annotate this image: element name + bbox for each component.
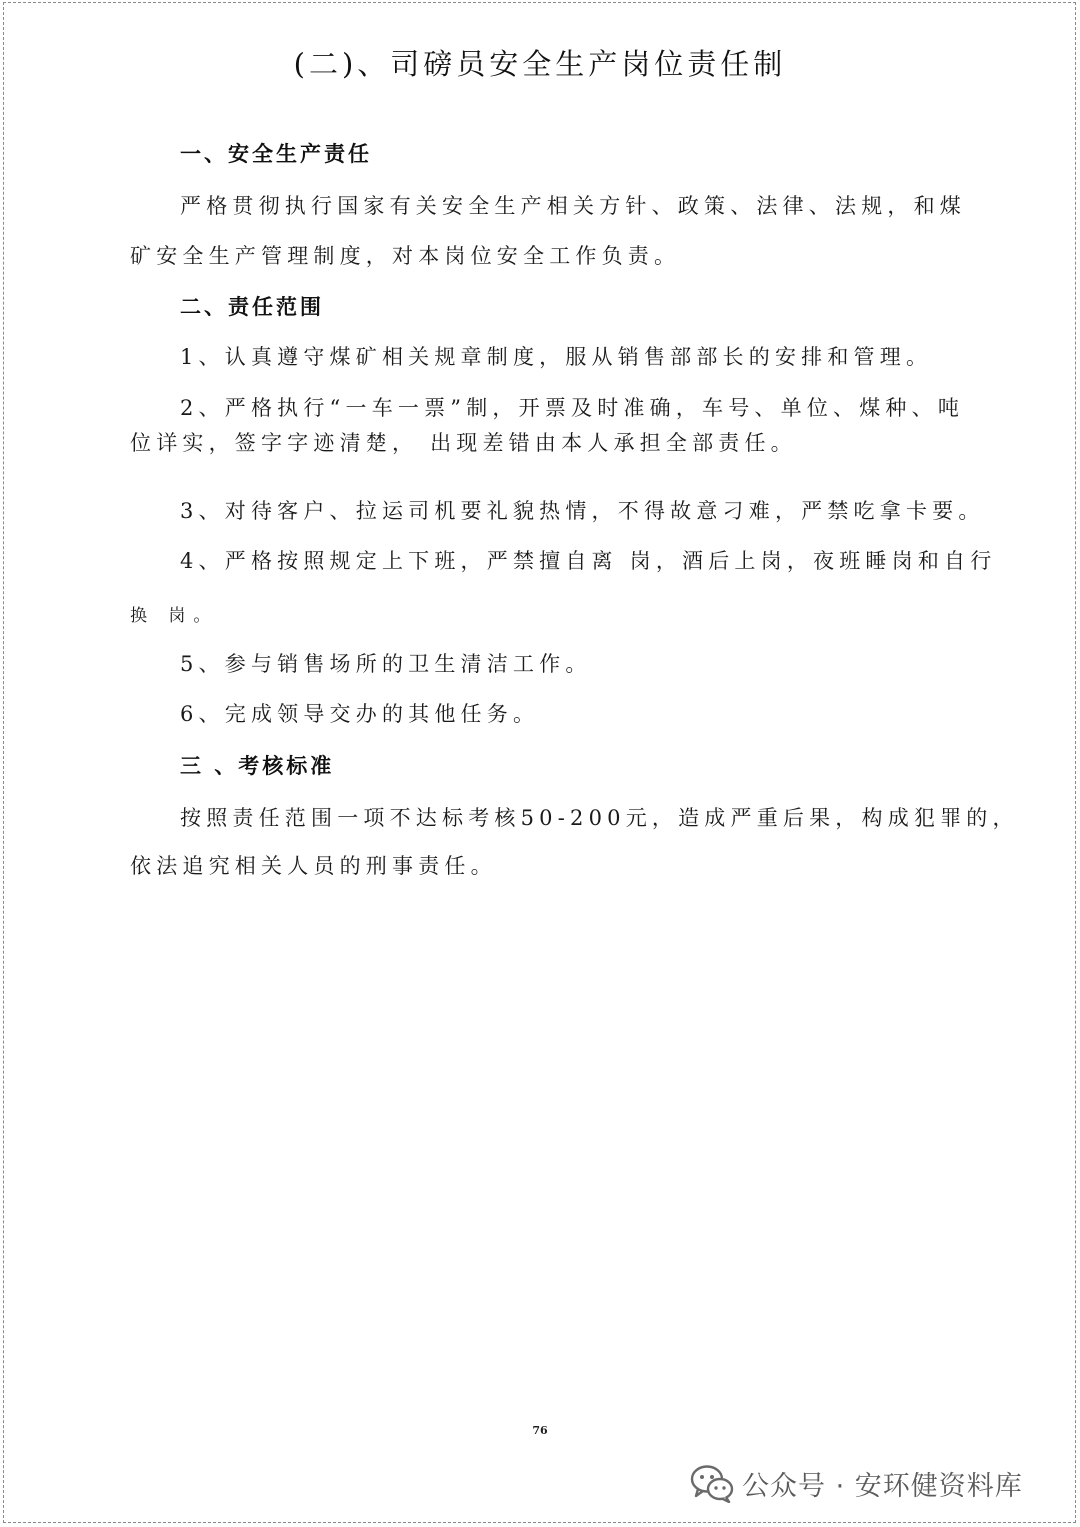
list-item: 3、对待客户、拉运司机要礼貌热情，不得故意刁难，严禁吃拿卡要。 — [180, 499, 985, 523]
section-heading-responsibility-scope: 二、责任范围 — [180, 294, 324, 319]
page-frame — [3, 2, 1076, 1523]
list-item: 4、严格按照规定上下班，严禁擅自离 岗，酒后上岗，夜班睡岗和自行 — [180, 549, 997, 573]
watermark — [690, 1458, 1023, 1508]
document-title: (二)、司磅员安全生产岗位责任制 — [293, 47, 787, 81]
list-item: 1、认真遵守煤矿相关规章制度，服从销售部部长的安排和管理。 — [180, 345, 933, 369]
list-item: 5、参与销售场所的卫生清洁工作。 — [180, 652, 592, 676]
wechat-icon — [690, 1463, 734, 1503]
paragraph-line: 矿安全生产管理制度，对本岗位安全工作负责。 — [130, 244, 681, 268]
section-heading-assessment-standard: 三 、考核标准 — [180, 753, 335, 778]
watermark-text: 公众号 · 安环健资料库 — [742, 1470, 1023, 1502]
list-item-continuation: 换 岗。 — [130, 606, 219, 626]
list-item: 2、严格执行“一车一票”制，开票及时准确，车号、单位、煤种、吨 — [180, 396, 965, 420]
page-number: 76 — [532, 1424, 548, 1437]
section-heading-safety-responsibility: 一、安全生产责任 — [180, 141, 372, 166]
paragraph-line: 依法追究相关人员的刑事责任。 — [130, 854, 497, 878]
paragraph-line: 严格贯彻执行国家有关安全生产相关方针、政策、法律、法规，和煤 — [180, 194, 966, 218]
list-item: 6、完成领导交办的其他任务。 — [180, 702, 540, 726]
paragraph-line: 按照责任范围一项不达标考核50-200元，造成严重后果，构成犯罪的， — [180, 806, 1019, 830]
list-item-continuation: 位详实，签字字迹清楚， 出现差错由本人承担全部责任。 — [130, 431, 797, 455]
